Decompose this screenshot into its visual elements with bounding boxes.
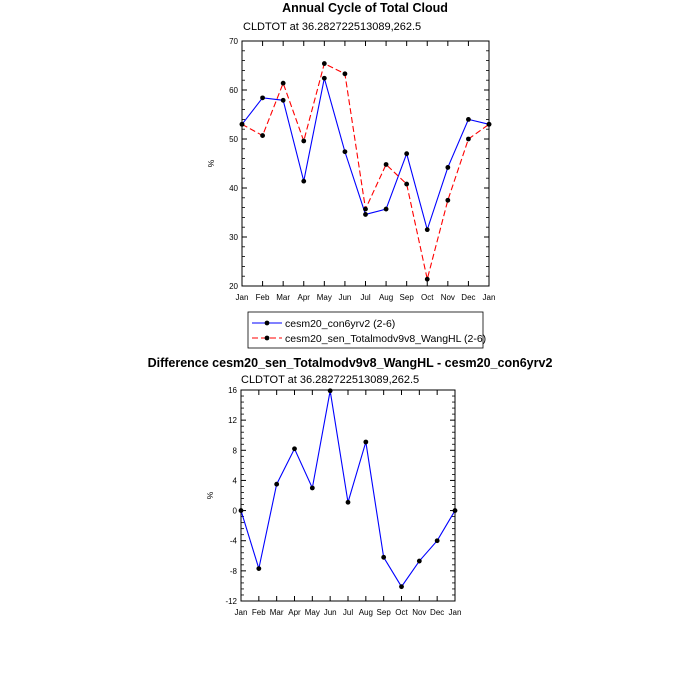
y-tick-label: 40 [229, 184, 238, 193]
data-point [343, 71, 348, 76]
y-tick-label: -4 [229, 536, 237, 546]
y-tick-label: 12 [228, 416, 237, 426]
data-point [301, 179, 306, 184]
x-tick-label: Jan [482, 293, 496, 302]
bottom-chart-title: Difference cesm20_sen_Totalmodv9v8_WangHL - cesm20_con6yrv2 [147, 356, 553, 370]
y-tick-label: 70 [229, 37, 238, 46]
y-tick-label: -12 [225, 597, 237, 606]
data-point [404, 151, 409, 156]
y-tick-label: 60 [229, 86, 238, 95]
data-point [240, 122, 245, 127]
data-point [256, 566, 261, 571]
y-tick-label: 4 [232, 476, 237, 486]
x-tick-label: May [316, 293, 332, 302]
data-point [363, 440, 368, 445]
data-point [310, 486, 315, 491]
legend-marker [265, 321, 270, 326]
data-point [260, 95, 265, 100]
x-tick-label: Apr [297, 293, 310, 302]
plot-frame [242, 41, 489, 286]
data-point [281, 98, 286, 103]
series-line-1 [242, 64, 489, 280]
x-tick-label: Oct [395, 608, 408, 617]
data-point [322, 61, 327, 66]
x-tick-label: Feb [251, 608, 266, 617]
data-point [343, 149, 348, 154]
data-point [363, 207, 368, 212]
x-tick-label: Aug [358, 608, 373, 617]
plot-frame [241, 390, 455, 601]
x-tick-label: May [304, 608, 320, 617]
x-tick-label: Apr [288, 608, 301, 617]
y-axis-label: % [206, 159, 216, 168]
y-tick-label: -8 [229, 566, 237, 576]
data-point [260, 133, 265, 138]
data-point [445, 198, 450, 203]
data-point [274, 482, 279, 487]
data-point [381, 555, 386, 560]
data-point [322, 76, 327, 81]
x-tick-label: Mar [269, 608, 284, 617]
chart-1 [205, 386, 461, 617]
data-point [425, 227, 430, 232]
y-tick-label: 50 [229, 135, 238, 144]
data-point [417, 559, 422, 564]
data-point [466, 117, 471, 122]
data-point [466, 137, 471, 142]
x-tick-label: Oct [421, 293, 434, 302]
x-tick-label: Jun [338, 293, 352, 302]
y-tick-label: 30 [229, 233, 238, 242]
x-tick-label: Nov [412, 608, 427, 617]
y-tick-label: 8 [232, 446, 237, 456]
chart-0 [206, 37, 495, 302]
data-point [363, 212, 368, 217]
x-tick-label: Sep [399, 293, 414, 302]
x-tick-label: Dec [430, 608, 445, 617]
top-chart-subtitle: CLDTOT at 36.282722513089,262.5 [243, 21, 422, 33]
legend-marker [265, 336, 270, 341]
legend [248, 312, 486, 348]
legend-label-0: cesm20_con6yrv2 (2-6) [285, 318, 396, 330]
top-chart-title: Annual Cycle of Total Cloud [282, 1, 448, 15]
x-tick-label: Jul [342, 608, 354, 617]
data-point [384, 162, 389, 167]
data-point [301, 139, 306, 144]
x-tick-label: Dec [461, 293, 476, 302]
data-point [435, 538, 440, 543]
data-point [346, 500, 351, 505]
bottom-chart-subtitle: CLDTOT at 36.282722513089,262.5 [241, 374, 420, 386]
x-tick-label: Nov [440, 293, 455, 302]
y-tick-label: 20 [229, 282, 238, 291]
data-point [425, 277, 430, 282]
data-point [445, 165, 450, 170]
x-tick-label: Sep [376, 608, 391, 617]
x-tick-label: Jan [234, 608, 248, 617]
x-tick-label: Jun [323, 608, 337, 617]
data-point [399, 584, 404, 589]
data-point [281, 81, 286, 86]
data-point [453, 508, 458, 513]
y-tick-label: 16 [228, 386, 237, 395]
x-tick-label: Jan [448, 608, 462, 617]
series-line-0 [241, 391, 455, 587]
x-tick-label: Jan [235, 293, 249, 302]
x-tick-label: Mar [276, 293, 291, 302]
legend-label-1: cesm20_sen_Totalmodv9v8_WangHL (2-6) [285, 333, 487, 345]
y-tick-label: 0 [232, 506, 237, 516]
data-point [328, 388, 333, 393]
x-tick-label: Jul [360, 293, 371, 302]
data-point [384, 207, 389, 212]
data-point [292, 446, 297, 451]
data-point [404, 182, 409, 187]
data-point [239, 508, 244, 513]
x-tick-label: Aug [378, 293, 394, 302]
data-point [487, 122, 492, 127]
y-axis-label: % [205, 491, 215, 500]
x-tick-label: Feb [255, 293, 270, 302]
